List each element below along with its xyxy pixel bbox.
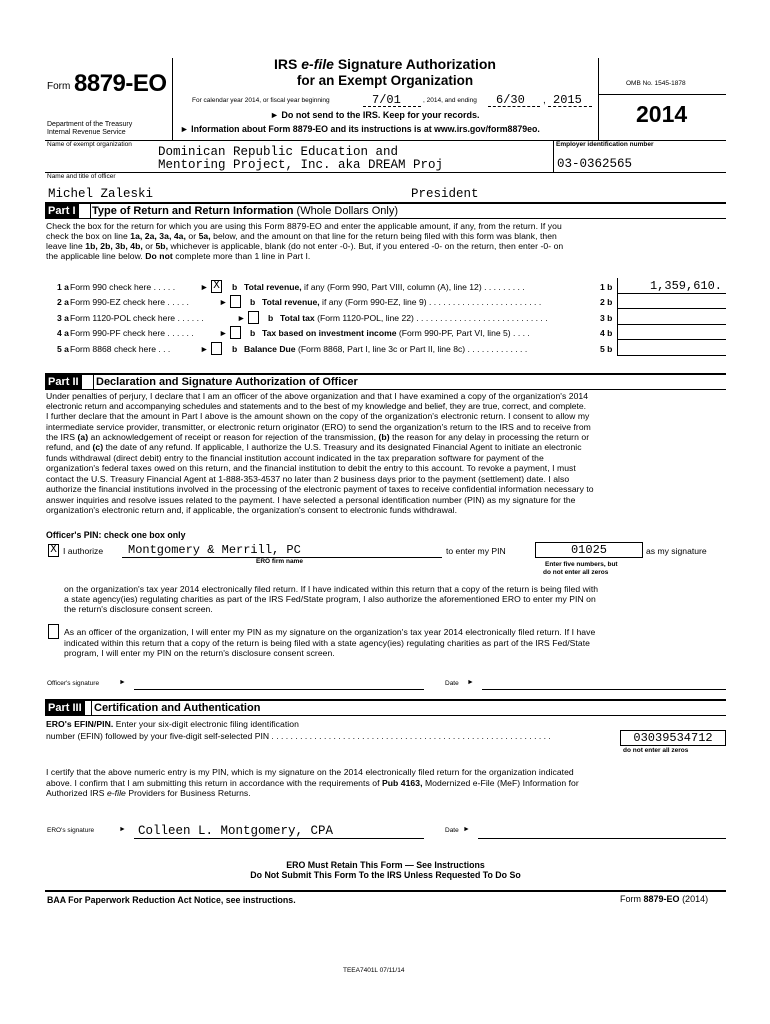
line-4b-num: 4 b [600,328,613,338]
officer-signature-label: Officer's signature [47,680,100,687]
ein-label: Employer identification number [556,141,654,148]
declaration-line: the IRS (a) an acknowledgement of receipt or reason for rejection of the transmission, (b) the reason for any delay in processing the return or [46,432,590,442]
part2-title-sep [93,374,94,389]
line-2a-num: 2 a [57,297,69,307]
line-1b-rule [617,293,726,294]
part1-intro-2: check the box on line 1a, 2a, 3a, 4a, or 5a, below, and the amount on that line for the return being filed with this form was blank, then [46,231,557,241]
declaration-line: organization's electronic return and, if applicable, the organization's consent to electronic funds withdrawal. [46,505,458,515]
declaration-line: refund, and (c) the date of any refund. If applicable, I authorize the U.S. Treasury and its designated Financial Agent to initiate an electronic [46,442,582,452]
fiscal-end-line [488,106,540,107]
baa-notice: BAA For Paperwork Reduction Act Notice, see instructions. [47,895,296,905]
line-1a-num: 1 a [57,282,69,292]
officer-date-line[interactable] [482,689,726,690]
ein-value[interactable]: 03-0362565 [557,157,633,171]
ero-firm-name[interactable]: Montgomery & Merrill, PC [128,543,301,557]
line-3a-checkbox[interactable] [248,311,259,324]
irs-name: Internal Revenue Service [47,129,126,136]
line-4b-desc: Tax based on investment income (Form 990-PF, Part VI, line 5) . . . . [262,328,530,338]
arrow-icon: ► [200,344,209,354]
org-bottom-rule [45,172,726,173]
part3-title-rule [45,715,726,716]
as-signature-label: as my signature [646,546,707,556]
line-2b-num: 2 b [600,297,613,307]
officer-name[interactable]: Michel Zaleski [48,187,154,201]
arrow-icon: ► [463,826,470,833]
option2-text: As an officer of the organization, I will enter my PIN as my signature on the organization's tax year 2014 electronically filed return. If I have [64,627,596,637]
omb-number: OMB No. 1545-1878 [626,80,686,87]
officer-label: Name and title of officer [47,173,116,180]
line-5b-num: 5 b [600,344,613,354]
certify-line: above. I confirm that I am submitting this return in accordance with the requirements of Pub 4163, Modernized e-File (MeF) Information for [46,777,579,788]
ero-date-label: Date [445,827,459,834]
footer-rule [45,890,726,892]
authorize-ero-checkbox[interactable]: X [48,544,59,557]
ero-signature-line [134,838,424,839]
declaration-line: funds withdrawal (direct debit) entry to the financial institution account indicated in the tax preparation software for payment of the [46,452,544,463]
line-1b-prefix: b [232,282,238,292]
declaration-line: electronic return and accompanying schedules and statements and to the best of my knowledge and belief, they are true, correct, and complete. [46,401,586,411]
comma-sep: , [543,95,546,106]
certify-line: I certify that the above numeric entry is my PIN, which is my signature on the 2014 electronically filed return for the organization indicated [46,767,574,777]
pin-heading: Officer's PIN: check one box only [46,530,186,540]
amount-column-divider [617,278,618,356]
retain-notice: ERO Must Retain This Form — See Instructions [286,860,485,870]
fiscal-end[interactable]: 6/30 [496,93,525,107]
part2-title-rule [45,389,726,390]
declaration-line: organization's federal taxes owed on this return, and the financial institution to debit the entry to this account. To revoke a payment, I must [46,463,576,473]
part3-label: Part III [45,701,85,715]
authorize-label: I authorize [63,546,104,556]
form-word: Form [47,81,71,92]
declaration-line: answer inquiries and resolve issues related to the payment. I have selected a personal identification number (PIN) as my signature for the [46,494,576,505]
do-not-submit-notice: Do Not Submit This Form To the IRS Unless Requested To Do So [250,870,521,880]
part1-title-sep [90,203,91,218]
part2-title: Declaration and Signature Authorization of Officer [96,376,358,388]
line-1a-checkbox[interactable]: X [211,280,222,293]
ero-firm-label: ERO firm name [256,558,303,565]
line-3b-rule [617,324,726,325]
org-name-label: Name of exempt organization [47,141,132,148]
fiscal-begin-line [363,106,421,107]
ein-divider [553,140,554,172]
do-not-send: ► Do not send to the IRS. Keep for your records. [270,110,480,120]
ero-signature-label: ERO's signature [47,827,95,834]
efin-note: do not enter all zeros [623,747,689,754]
declaration-line: I further declare that the amount in Part I above is the amount shown on the copy of the organization's electronic return. I consent to allow my [46,411,590,421]
arrow-icon: ► [119,679,126,686]
line-3b-prefix: b [268,313,274,323]
arrow-icon: ► [467,679,474,686]
part1-intro-4: the applicable line below. Do not complete more than 1 line in Part I. [46,251,311,261]
part3-title: Certification and Authentication [94,702,261,714]
line-4a-num: 4 a [57,328,69,338]
part2-label: Part II [45,375,82,389]
fiscal-begin[interactable]: 7/01 [372,93,401,107]
fiscal-end-year[interactable]: 2015 [553,93,582,107]
arrow-icon: ► [219,328,228,338]
form-footer-ref: Form 8879-EO (2014) [620,894,709,904]
efin-instruction-2: number (EFIN) followed by your five-digit self-selected PIN . . . . . . . . . . . . . . . . . . . . . . . . . . . . . . . . . . . . . . . . . . . . . . . . . . . . . . . . . . . [46,731,551,741]
year-mid-text: , 2014, and ending [423,97,477,104]
title-line-1: IRS e-file Signature Authorization [274,56,496,72]
line-5a-num: 5 a [57,344,69,354]
officer-signature-line[interactable] [134,689,424,690]
line-5a-checkbox[interactable] [211,342,222,355]
part1-intro-1: Check the box for the return for which you are using this Form 8879-EO and enter the applicable amount, if any, from the return. If you [46,221,562,231]
ero-efin-pin[interactable]: 03039534712 [633,731,713,745]
declaration-line: authorize the financial institutions involved in the processing of the electronic payment of taxes to receive confidential information necessary to [46,484,594,494]
officer-enter-pin-checkbox[interactable] [48,624,59,639]
arrow-icon: ► [237,313,246,323]
officer-pin[interactable]: 01025 [570,543,607,557]
line-2a-checkbox[interactable] [230,295,241,308]
line-1b-amount[interactable]: 1,359,610. [649,279,722,293]
fiscal-end-year-line [548,106,592,107]
line-3a-num: 3 a [57,313,69,323]
line-2b-prefix: b [250,297,256,307]
calendar-year-text: For calendar year 2014, or fiscal year beginning [192,97,330,104]
certify-line: Authorized IRS e-file Providers for Business Returns. [46,788,251,798]
part1-label: Part I [45,204,79,218]
org-name-line-1[interactable]: Dominican Republic Education and [158,145,399,159]
line-1a-text: Form 990 check here . . . . . [70,282,176,292]
efin-instruction-1: ERO's EFIN/PIN. Enter your six-digit electronic filing identification [46,719,299,729]
part1-title-rule [45,218,726,219]
option1-continuation: a state agency(ies) regulating charities as part of the IRS Fed/State program, I also authorize the aforementioned ERO to enter my PIN on [64,594,596,604]
line-3b-num: 3 b [600,313,613,323]
arrow-icon: ► [200,282,209,292]
line-2b-rule [617,308,726,309]
ero-date-line[interactable] [478,838,726,839]
line-2b-desc: Total revenue, if any (Form 990-EZ, line 9) . . . . . . . . . . . . . . . . . . . . . . . . [262,297,542,307]
enter-pin-label: to enter my PIN [446,546,506,556]
arrow-icon: ► [119,826,126,833]
option1-continuation: the return's disclosure consent screen. [64,604,213,614]
tax-year: 2014 [636,101,688,127]
header-divider-right [598,58,599,140]
line-2a-text: Form 990-EZ check here . . . . . [70,297,189,307]
line-4a-text: Form 990-PF check here . . . . . . [70,328,194,338]
officer-title[interactable]: President [411,187,479,201]
line-5b-prefix: b [232,344,238,354]
org-name-line-2[interactable]: Mentoring Project, Inc. aka DREAM Proj [158,158,444,172]
pin-note-2: do not enter all zeros [543,569,609,576]
line-1b-desc: Total revenue, if any (Form 990, Part VIII, column (A), line 12) . . . . . . . . . [244,282,525,292]
line-5a-text: Form 8868 check here . . . [70,344,171,354]
line-4a-checkbox[interactable] [230,326,241,339]
part1-intro-3: leave line 1b, 2b, 3b, 4b, or 5b, whichever is applicable, blank (do not enter -0-). But, if you entered -0- on the return, then enter -0- on [46,241,564,251]
arrow-icon: ► [219,297,228,307]
declaration-line: Under penalties of perjury, I declare that I am an officer of the above organization and that I have examined a copy of the organization's 2014 [46,391,589,401]
part3-title-sep [91,700,92,715]
pin-note-1: Enter five numbers, but [545,561,618,568]
line-5b-rule [617,355,726,356]
line-4b-rule [617,339,726,340]
line-5b-desc: Balance Due (Form 8868, Part I, line 3c or Part II, line 8c) . . . . . . . . . . . . . [244,344,528,354]
title-line-2: for an Exempt Organization [296,73,474,88]
declaration-line: intermediate service provider, transmitter, or electronic return originator (ERO) to send the organization's return to the IRS and to receive from [46,421,591,432]
declaration-line: contact the U.S. Treasury Financial Agent at 1-888-353-4537 no later than 2 business days prior to the payment (settlement) date. I also [46,473,570,484]
omb-divider [598,94,726,95]
option2-text: indicated within this return that a copy of the return is being filed with a state agency(ies) regulating charities as part of the IRS Fed/State [64,637,590,648]
option2-text: program, I will enter my PIN on the return's disclosure consent screen. [64,648,335,658]
line-3a-text: Form 1120-POL check here . . . . . . [70,313,204,323]
officer-date-label: Date [445,680,459,687]
part1-title: Type of Return and Return Information (Whole Dollars Only) [92,205,398,217]
ero-signature[interactable]: Colleen L. Montgomery, CPA [138,824,334,838]
dept-treasury: Department of the Treasury [47,121,133,128]
line-1b-num: 1 b [600,282,613,292]
line-4b-prefix: b [250,328,256,338]
option1-continuation: on the organization's tax year 2014 electronically filed return. If I have indicated within this return that a copy of the return is being filed with [64,584,599,594]
form-code: TEEA7401L 07/11/14 [343,967,405,974]
info-line: ► Information about Form 8879-EO and its instructions is at www.irs.gov/form8879eo. [180,124,540,134]
line-3b-desc: Total tax (Form 1120-POL, line 22) . . . . . . . . . . . . . . . . . . . . . . . . . . . . [280,313,548,323]
form-number: 8879-EO [74,70,167,97]
